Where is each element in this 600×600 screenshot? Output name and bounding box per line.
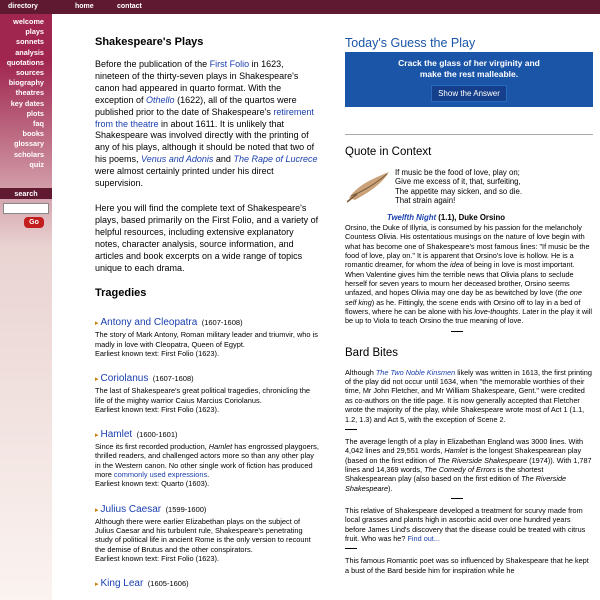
- rape-of-lucrece-link[interactable]: The Rape of Lucrece: [233, 154, 318, 165]
- sidebar-item-scholars[interactable]: scholars: [13, 149, 44, 159]
- retirement-link[interactable]: retirement from the theatre: [95, 106, 314, 129]
- play-entry: ▸ Antony and Cleopatra (1607-1608) The story of Mark Antony, Roman military leader and triumvir, who is madly in love with Cleopatra, Queen of Egypt. Earliest known text: First Folio (1623).: [95, 317, 318, 358]
- find-out-link[interactable]: Find out...: [407, 533, 440, 543]
- play-link-coriolanus[interactable]: Coriolanus: [100, 373, 149, 385]
- play-entry: ▸ Coriolanus (1607-1608) The last of Shakespeare's great political tragedies, chronicling the life of the mighty warrior Caius Marcius Coriolanus. Earliest known text: First Folio (1623).: [95, 373, 311, 414]
- bard-bite: The average length of a play in Elizabethan England was 3000 lines. With 4,042 lines and 29,551 words, Hamlet is the longest Shakespearean play (based on the first edition of The Riverside Shakespeare (1974)). With 1,787 lines and 14,369 words, The Comedy of Errors is the shortest Shakespearean play (also based on the first edition of The Riverside Shakespeare).: [345, 436, 592, 493]
- bard-bite: This famous Romantic poet was so influenced by Shakespeare that he kept a bust of the Bard beside him for inspiration while he: [345, 556, 589, 575]
- sidebar-item-plays[interactable]: plays: [25, 27, 44, 37]
- sidebar-item-theatres[interactable]: theatres: [15, 88, 44, 98]
- quote-lines: If music be the food of love, play on; Give me excess of it, that, surfeiting, The appetite may sicken, and so die. That strain again!: [395, 168, 522, 206]
- bullet-icon: ▸: [95, 506, 99, 514]
- bard-bites-title: Bard Bites: [345, 346, 399, 359]
- sidebar-item-faq[interactable]: faq: [33, 119, 44, 129]
- quote-in-context-title: Quote in Context: [345, 146, 432, 158]
- sidebar-item-glossary[interactable]: glossary: [13, 139, 44, 149]
- nav-contact-link[interactable]: contact: [117, 3, 142, 10]
- sidebar-item-sonnets[interactable]: sonnets: [16, 37, 44, 47]
- guess-the-play-title: Today's Guess the Play: [345, 36, 476, 50]
- nav-home-link[interactable]: home: [75, 3, 94, 10]
- guess-the-play-box: [345, 52, 593, 107]
- bullet-icon: ▸: [95, 581, 99, 589]
- play-link-hamlet[interactable]: Hamlet: [100, 429, 133, 441]
- bullet-icon: ▸: [95, 320, 99, 328]
- main-content: [95, 36, 320, 600]
- bard-bite: This relative of Shakespeare developed a treatment for scurvy made from local grasses and plants high in ascorbic acid over one hundred years before James Lind's discovery that the disease could be treated with citrus fruit. Who was he? Find out...: [345, 505, 586, 543]
- intro-paragraph: Before the publication of the First Folio in 1623, nineteen of the thirty-seven plays in Shakespeare's canon had appeared in quarto format. With the exception of Othello (1622), all of the quartos were published prior to the date of Shakespeare's retirement from the theatre in about 1611. It is unlikely that Shakespeare was involved directly with the printing of any of his plays, although it should be noted that two of his poems, Venus and Adonis and The Rape of Lucrece were almost certainly printed under his direct supervision.: [95, 59, 318, 189]
- quote-context-text: Orsino, the Duke of Illyria, is consumed by his passion for the melancholy Countess Olivia. His ostentatious musings on the nature of love begin with what has become one of Shakespeare's most famous lines: "If music be the food of love, play on." It is apparent that Orsino's love is hollow. He is a romantic dreamer, for whom the idea of being in love is most important. When Valentine gives him the terrible news that Olivia plans to seclude herself for seven years to mourn her deceased brother, Orsino seems unfazed, and hopes Olivia may one day be as bewitched by love (the one self king) as he. Fittingly, the scene ends with Orsino off to lay in a bed of flowers, where he can be alone with his love-thoughts. Later in the play it will be up to Viola to teach Orsino the true meaning of love.: [345, 223, 593, 326]
- page-title: Shakespeare's Plays: [95, 36, 204, 48]
- sidebar-item-sources[interactable]: sources: [16, 68, 44, 78]
- expressions-link[interactable]: commonly used expressions: [113, 470, 208, 480]
- play-entry: ▸ King Lear (1605-1606): [95, 578, 189, 590]
- othello-link[interactable]: Othello: [146, 94, 175, 105]
- divider: [451, 331, 463, 332]
- twelfth-night-link[interactable]: Twelfth Night: [387, 213, 437, 222]
- sidebar-item-analysis[interactable]: analysis: [15, 47, 44, 57]
- play-link-julius-caesar[interactable]: Julius Caesar: [100, 503, 162, 515]
- sidebar-item-plots[interactable]: plots: [26, 108, 44, 118]
- sidebar-item-books[interactable]: books: [22, 129, 44, 139]
- resources-paragraph: Here you will find the complete text of Shakespeare's plays, based primarily on the First Folio, and a variety of helpful resources, including extensive explanatory notes, character analysis, source information, and articles and book excerpts on a wide range of topics unique to each drama.: [95, 202, 319, 273]
- divider: [345, 134, 593, 135]
- quote-source: Twelfth Night (1.1), Duke Orsino: [387, 213, 505, 222]
- search-input[interactable]: [3, 203, 49, 214]
- two-noble-kinsmen-link[interactable]: The Two Noble Kinsmen: [375, 367, 456, 377]
- venus-adonis-link[interactable]: Venus and Adonis: [141, 154, 214, 165]
- guess-quote: Crack the glass of her virginity and make the rest malleable.: [398, 58, 540, 79]
- bullet-icon: ▸: [95, 376, 99, 384]
- divider: [345, 429, 357, 430]
- first-folio-link[interactable]: First Folio: [209, 59, 250, 69]
- divider: [345, 548, 357, 549]
- sidebar-item-quiz[interactable]: quiz: [29, 159, 44, 169]
- bullet-icon: ▸: [95, 432, 99, 440]
- sidebar-item-quotations[interactable]: quotations: [6, 57, 44, 67]
- sidebar-menu: [0, 17, 44, 170]
- go-button[interactable]: Go: [24, 217, 44, 228]
- right-column: [345, 36, 600, 575]
- play-link-king-lear[interactable]: King Lear: [100, 578, 144, 590]
- bard-bite: Although The Two Noble Kinsmen likely was written in 1613, the first printing of the play did not occur until 1634, when "the memorable worthies of their time, Mr John Fletcher, and Mr William Shakespeare, Gent." were credited as co-authors on the title page. It is now generally accepted that Fletcher wrote the majority of the play, while Shakespeare wrote most of Act 1 (1.1, 1.2, 1.3) and Act 5, with the exception of Scene 2.: [345, 367, 592, 424]
- tragedies-heading: Tragedies: [95, 287, 147, 300]
- sidebar-item-biography[interactable]: biography: [8, 78, 44, 88]
- sidebar-item-welcome[interactable]: welcome: [13, 17, 44, 26]
- sidebar-item-key-dates[interactable]: key dates: [10, 98, 44, 108]
- search-label: search: [0, 188, 52, 199]
- quote-block: [345, 165, 600, 223]
- quill-hand-icon: [347, 168, 391, 204]
- divider: [451, 498, 463, 499]
- play-link-antony-cleopatra[interactable]: Antony and Cleopatra: [100, 317, 198, 329]
- sidebar: [0, 14, 52, 600]
- directory-label[interactable]: directory: [8, 3, 38, 10]
- play-entry: ▸ Hamlet (1600-1601) Since its first recorded production, Hamlet has engrossed playgoers, thrilled readers, and challenged actors more so than any other play in the Western canon. No other single work of fiction has produced more commonly used expressions. Earliest known text: Quarto (1603).: [95, 429, 319, 489]
- top-nav-bar: [0, 0, 600, 14]
- play-entry: ▸ Julius Caesar (1599-1600) Although there were earlier Elizabethan plays on the subject of Julius Caesar and his turbulent rule, Shakespeare's penetrating study of political life in ancient Rome is the only version to recount the demise of Brutus and the other conspirators. Earliest known text: First Folio (1623).: [95, 503, 311, 563]
- show-answer-button[interactable]: Show the Answer: [431, 85, 507, 102]
